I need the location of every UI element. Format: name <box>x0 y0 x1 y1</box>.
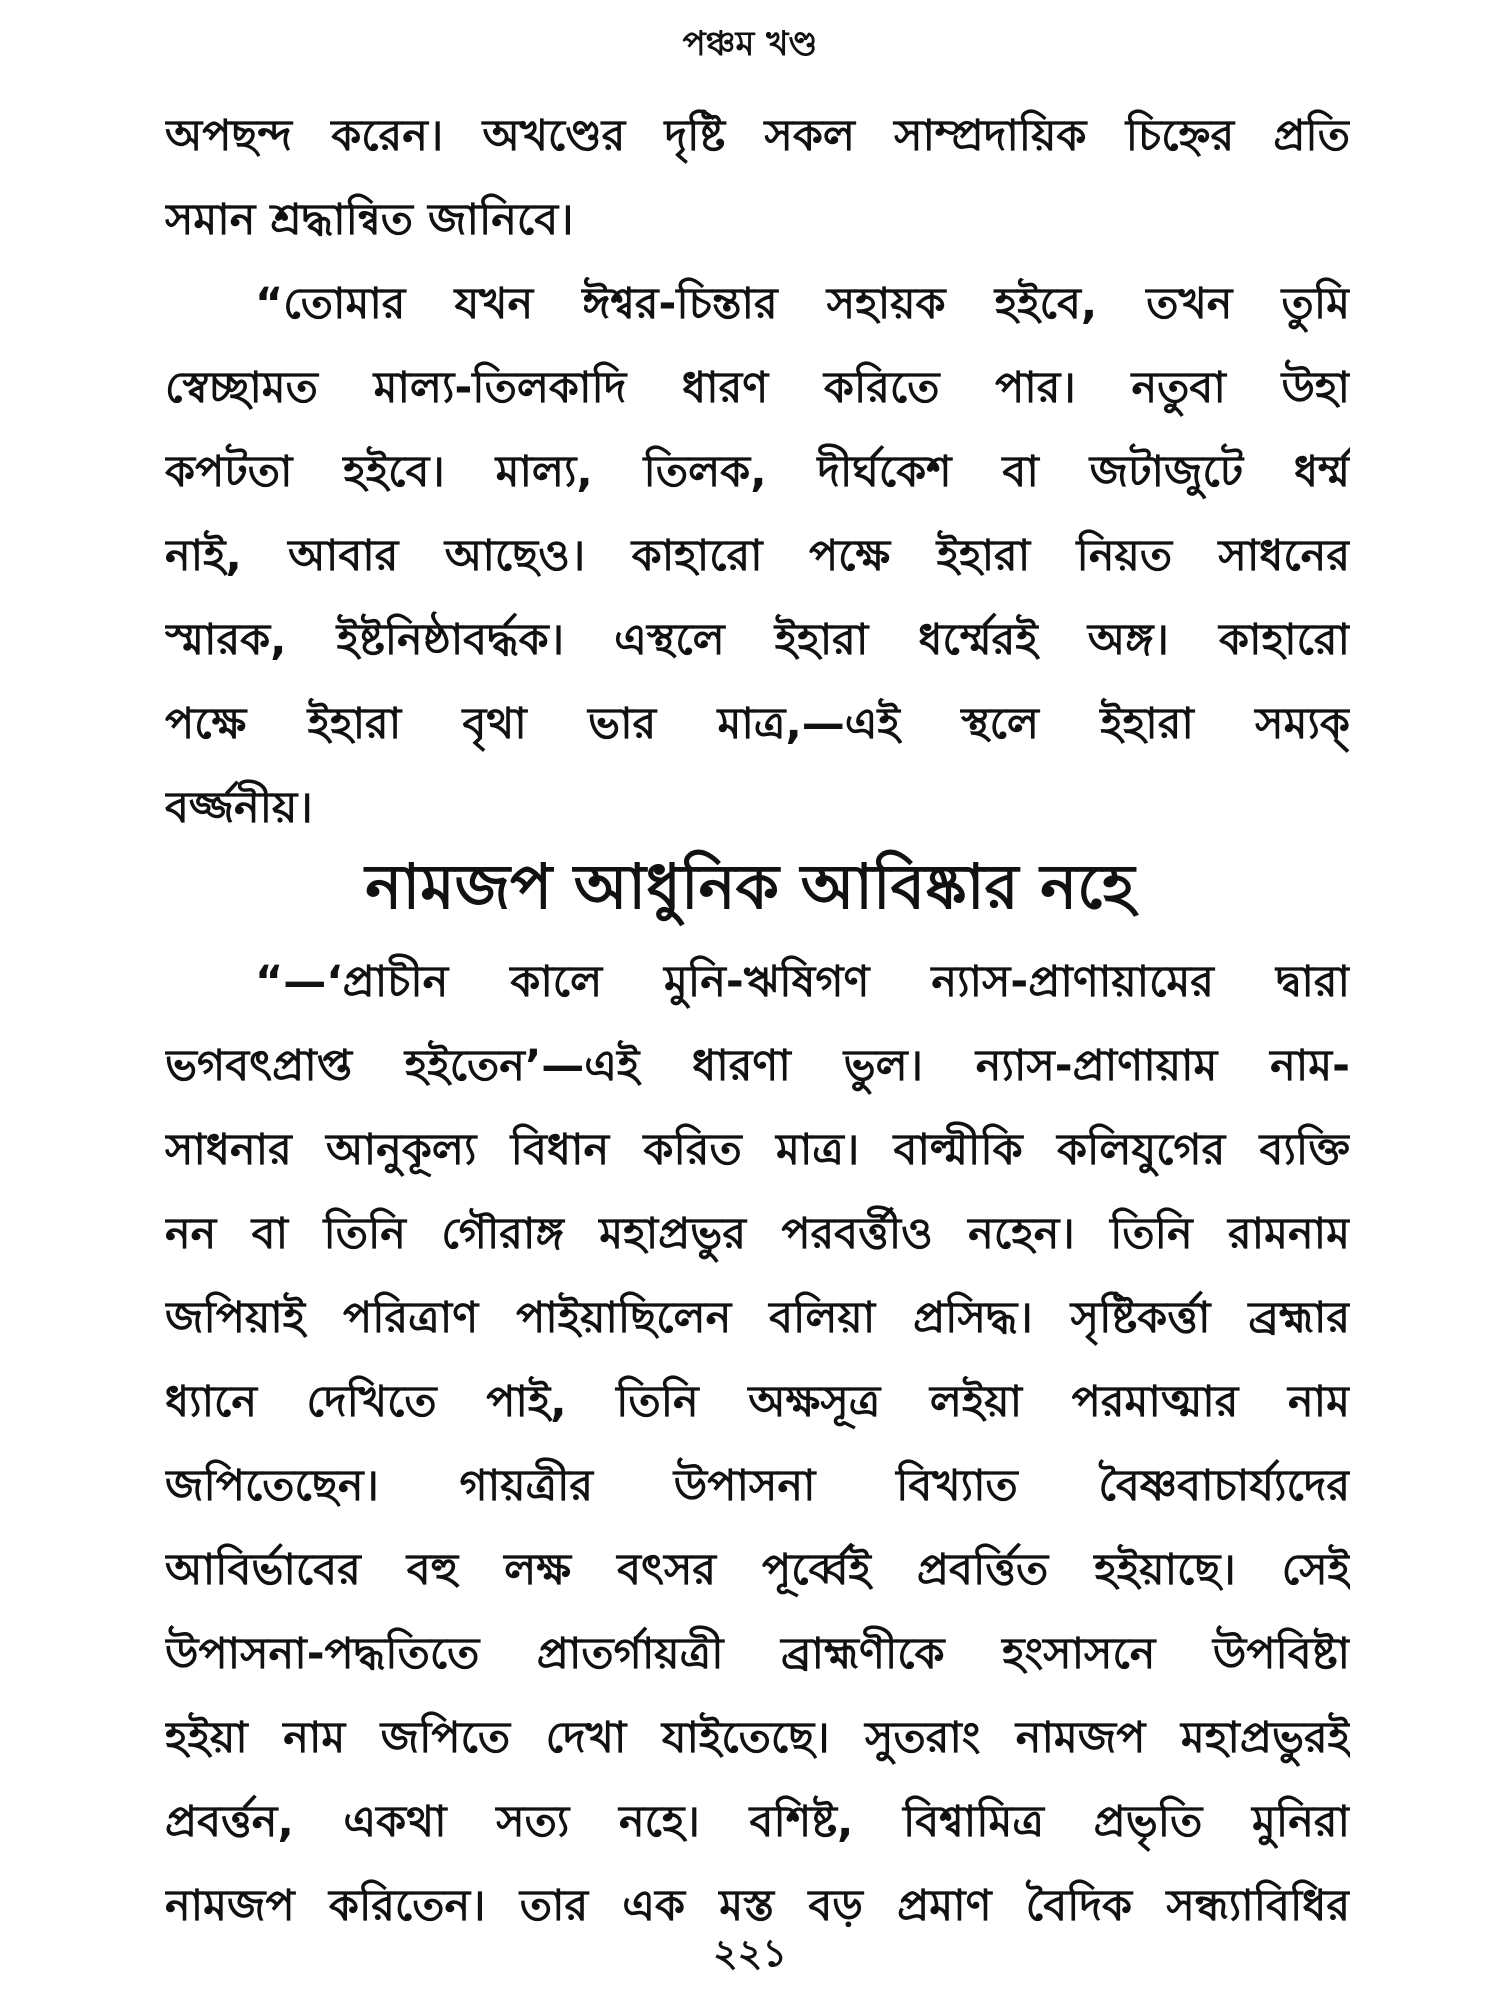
text-line: জপিতেছেন। গায়ত্রীর উপাসনা বিখ্যাত বৈষ্ণবাচার্য্যদের <box>165 1461 1350 1511</box>
text-line: সাধনার আনুকূল্য বিধান করিত মাত্র। বাল্মীকি কলিযুগের ব্যক্তি <box>165 1125 1350 1175</box>
running-head: পঞ্চম খণ্ড <box>682 24 818 64</box>
text-line: স্বেচ্ছামত মাল্য-তিলকাদি ধারণ করিতে পার। নতুবা উহা <box>165 363 1350 413</box>
text-line: বর্জ্জনীয়। <box>165 783 313 833</box>
text-line: স্মারক, ইষ্টনিষ্ঠাবর্দ্ধক। এস্থলে ইহারা ধর্ম্মেরই অঙ্গ। কাহারো <box>165 615 1350 665</box>
text-line: সমান শ্রদ্ধান্বিত জানিবে। <box>165 195 574 245</box>
text-block-bottom <box>165 940 1350 1948</box>
text-line: প্রবর্ত্তন, একথা সত্য নহে। বশিষ্ট, বিশ্বামিত্র প্রভৃতি মুনিরা <box>165 1797 1350 1847</box>
text-line: উপাসনা-পদ্ধতিতে প্রাতর্গায়ত্রী ব্রাহ্মণীকে হংসাসনে উপবিষ্টা <box>165 1629 1350 1679</box>
text-line: হইয়া নাম জপিতে দেখা যাইতেছে। সুতরাং নামজপ মহাপ্রভুরই <box>165 1713 1350 1763</box>
text-block-top <box>165 94 1350 850</box>
text-line: আবির্ভাবের বহু লক্ষ বৎসর পূর্ব্বেই প্রবর্ত্তিত হইয়াছে। সেই <box>165 1545 1350 1595</box>
text-line: অপছন্দ করেন। অখণ্ডের দৃষ্টি সকল সাম্প্রদায়িক চিহ্নের প্রতি <box>165 111 1350 161</box>
text-line: ভগবৎপ্রাপ্ত হইতেন’—এই ধারণা ভুল। ন্যাস-প্রাণায়াম নাম- <box>165 1041 1350 1091</box>
text-line: ধ্যানে দেখিতে পাই, তিনি অক্ষসূত্র লইয়া পরমাত্মার নাম <box>165 1377 1350 1427</box>
text-line: নন বা তিনি গৌরাঙ্গ মহাপ্রভুর পরবর্ত্তীও নহেন। তিনি রামনাম <box>165 1209 1350 1259</box>
text-line: নামজপ করিতেন। তার এক মস্ত বড় প্রমাণ বৈদিক সন্ধ্যাবিধির <box>165 1881 1350 1931</box>
text-line: জপিয়াই পরিত্রাণ পাইয়াছিলেন বলিয়া প্রসিদ্ধ। সৃষ্টিকর্ত্তা ব্রহ্মার <box>165 1293 1350 1343</box>
text-line: “—‘প্রাচীন কালে মুনি-ঋষিগণ ন্যাস-প্রাণায়ামের দ্বারা <box>255 957 1350 1007</box>
page-number: ২২১ <box>712 1931 788 1975</box>
text-line: নাই, আবার আছেও। কাহারো পক্ষে ইহারা নিয়ত সাধনের <box>165 531 1350 581</box>
text-line: “তোমার যখন ঈশ্বর-চিন্তার সহায়ক হইবে, তখন তুমি <box>255 279 1350 329</box>
text-line: কপটতা হইবে। মাল্য, তিলক, দীর্ঘকেশ বা জটাজুটে ধর্ম্ম <box>165 447 1350 497</box>
section-heading: নামজপ আধুনিক আবিষ্কার নহে <box>365 850 1135 923</box>
text-line: পক্ষে ইহারা বৃথা ভার মাত্র,—এই স্থলে ইহারা সম্যক্ <box>165 699 1350 749</box>
